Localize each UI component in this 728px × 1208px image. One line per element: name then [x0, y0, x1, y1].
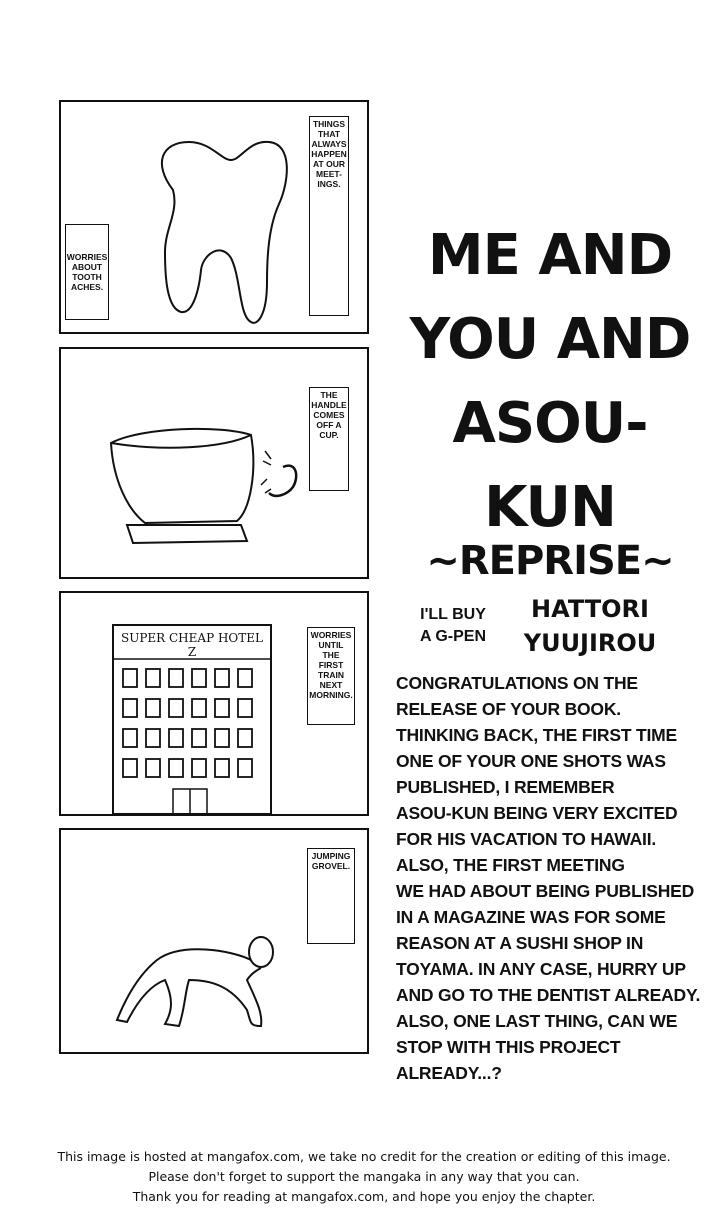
panel-grovel [59, 828, 369, 1054]
hotel-window [238, 669, 252, 687]
hotel-window [215, 759, 229, 777]
hotel-window [146, 669, 160, 687]
hotel-window [123, 669, 137, 687]
author-name: HATTORI YUUJIROU [523, 595, 657, 657]
hotel-window [192, 699, 206, 717]
panel-tooth [59, 100, 369, 334]
hotel-window [238, 699, 252, 717]
hotel-window [146, 729, 160, 747]
hotel-window [123, 729, 137, 747]
hotel-window [192, 669, 206, 687]
hotel-window [215, 669, 229, 687]
hotel-window [146, 759, 160, 777]
hotel-window [238, 759, 252, 777]
panel-cup [59, 347, 369, 579]
panel-hotel [59, 591, 369, 816]
caption-first-train: WORRIES UNTIL THE FIRST TRAIN NEXT MORNING. [307, 627, 355, 725]
footer-notice: This image is hosted at mangafox.com, we take no credit for the creation or editing of this image. Please don't forget to support the mangaka in any way that you can. Thank you for reading at mangafox.com, and hope you enjoy the chapter. [57, 1149, 671, 1204]
hotel-window [169, 669, 183, 687]
hotel-window [215, 699, 229, 717]
hotel-window [169, 759, 183, 777]
hotel-window [192, 759, 206, 777]
caption-jumping-grovel: JUMPING GROVEL. [307, 848, 355, 944]
hotel-window [169, 699, 183, 717]
page-title: ME AND YOU AND ASOU-KUN [409, 223, 691, 540]
caption-tooth-aches: WORRIES ABOUT TOOTH ACHES. [65, 224, 109, 320]
hotel-window [123, 699, 137, 717]
caption-handle: THE HANDLE COMES OFF A CUP. [309, 387, 349, 491]
hotel-window [238, 729, 252, 747]
hotel-window [192, 729, 206, 747]
hotel-window [215, 729, 229, 747]
hotel-sign: SUPER CHEAP HOTEL Z [120, 631, 263, 659]
caption-meetings: THINGS THAT ALWAYS HAPPEN AT OUR MEET- INGS. [309, 116, 349, 316]
hotel-window [146, 699, 160, 717]
hotel-window [169, 729, 183, 747]
side-caption: I'LL BUY A G-PEN [419, 606, 487, 645]
subtitle-reprise: ~REPRISE~ [426, 538, 674, 584]
hotel-window [123, 759, 137, 777]
message-text: CONGRATULATIONS ON THE RELEASE OF YOUR BOOK. THINKING BACK, THE FIRST TIME ONE OF YOUR ONE SHOTS WAS PUBLISHED, I REMEMBER ASOU-KUN BEING VERY EXCITED FOR HIS VACATION TO HAWAII. ALSO, THE FIRST MEETING WE HAD ABOUT BEING PUBLISHED IN A MAGAZINE WAS FOR SOME REASON AT A SUSHI SHOP IN TOYAMA. IN ANY CASE, HURRY UP AND GO TO THE DENTIST ALREADY. ALSO, ONE LAST THING, CAN WE STOP WITH THIS PROJECT ALREADY...? [396, 673, 701, 1083]
